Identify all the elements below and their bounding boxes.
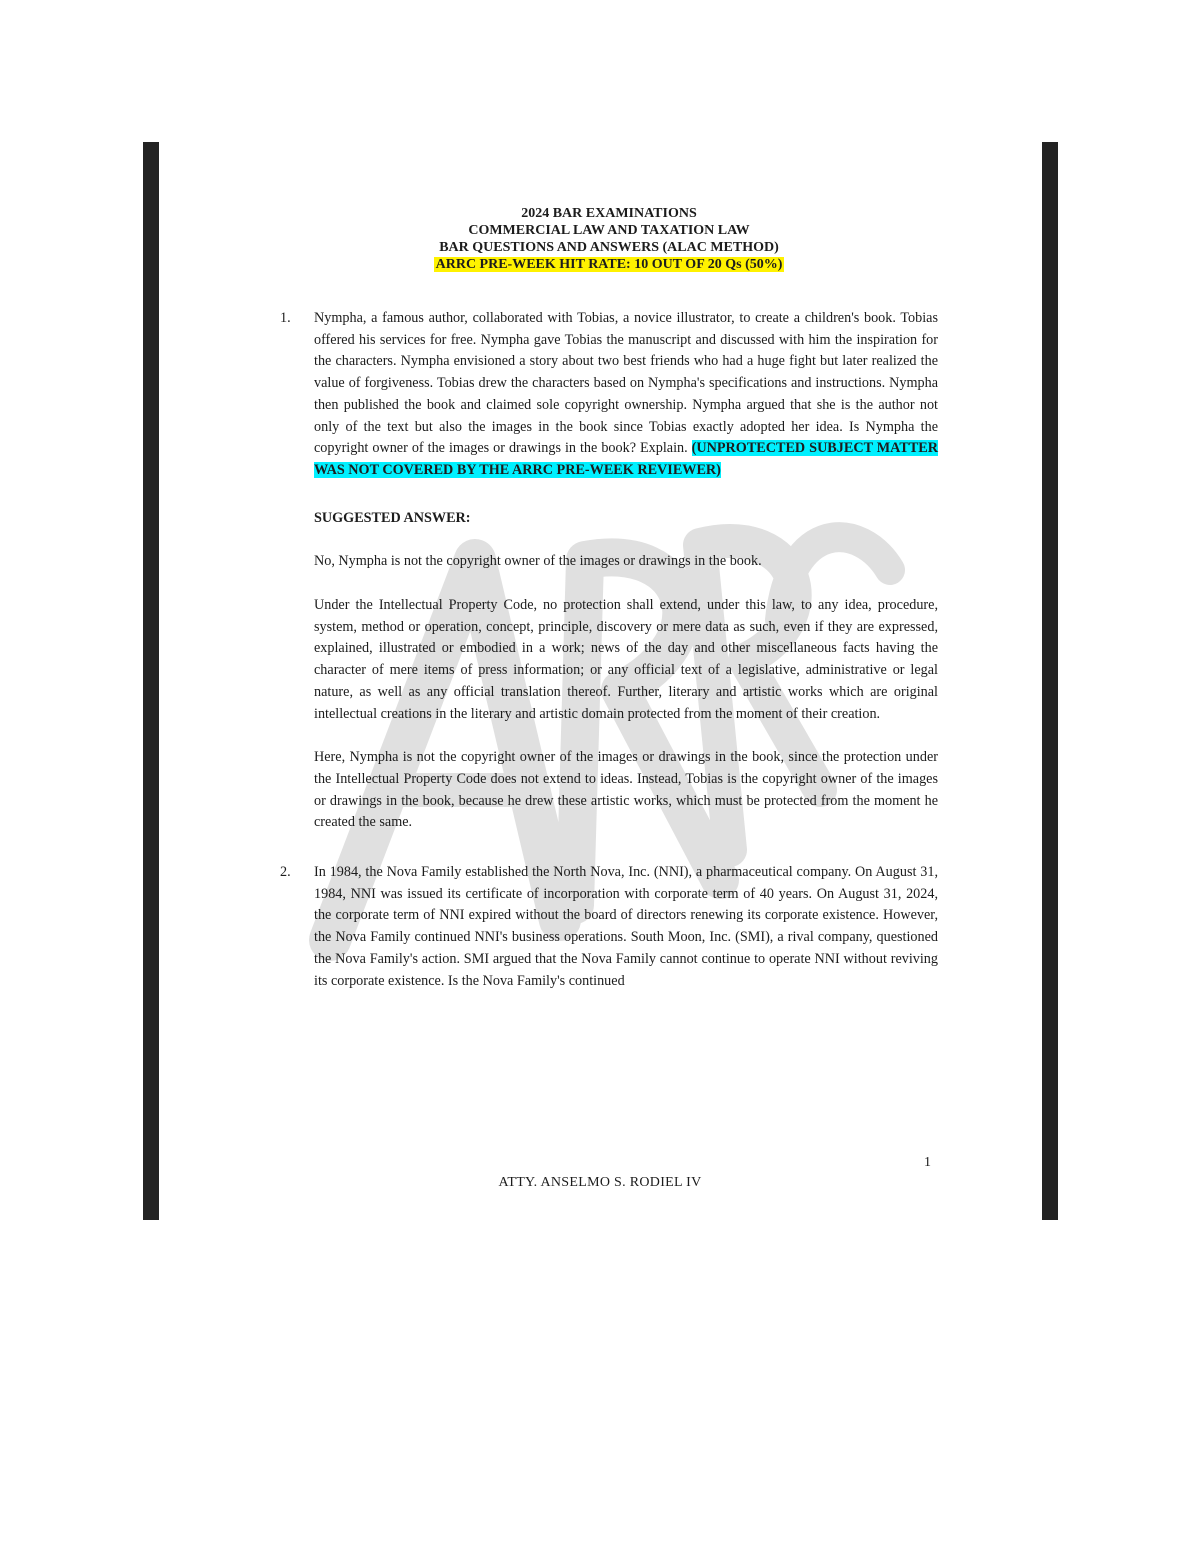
left-border-bar [143,142,159,1220]
answer-paragraph-2: Under the Intellectual Property Code, no protection shall extend, under this law, to any idea, procedure, system, method or operation, concept, principle, discovery or mere data as such, even if they are expressed, explained, illustrated or embodied in a work; news of the day and other miscellaneous facts having the character of mere items of press information; or any official text of a legislative, administrative or legal nature, as well as any official translation thereof. Further, literary and artistic works which are original intellectual creations in the literary and artistic domain protected from the moment of their creation. [314,597,938,722]
question-1 [280,308,938,482]
header-line-2: COMMERCIAL LAW AND TAXATION LAW [468,223,750,238]
question-1-text: Nympha, a famous author, collaborated with Tobias, a novice illustrator, to create a children's book. Tobias offered his services for free. Nympha gave Tobias the manuscript and discussed with him the inspiration for the characters. Nympha envisioned a story about two best friends who had a huge fight but later realized the value of forgiveness. Tobias drew the characters based on Nympha's specifications and instructions. Nympha then published the book and claimed sole copyright ownership. Nympha argued that she is the author not only of the text but also the images in the book since Tobias exactly adopted her idea. Is Nympha the copyright owner of the images or drawings in the book? Explain. [314,310,938,457]
question-1-note: (UNPROTECTED SUBJECT MATTER WAS NOT COVERED BY THE ARRC PRE-WEEK REVIEWER) [314,440,938,478]
question-2 [280,862,938,992]
question-1-number: 1. [280,310,291,326]
document-page [280,205,938,992]
header-line-1: 2024 BAR EXAMINATIONS [521,206,697,221]
page-number: 1 [924,1155,931,1170]
question-2-number: 2. [280,864,291,881]
suggested-answer-label: SUGGESTED ANSWER: [314,509,471,526]
hit-rate-highlight: ARRC PRE-WEEK HIT RATE: 10 OUT OF 20 Qs (50%) [435,257,783,272]
document-header [280,205,938,273]
question-2-text: In 1984, the Nova Family established the North Nova, Inc. (NNI), a pharmaceutical company. On August 31, 1984, NNI was issued its certificate of incorporation with corporate term of 40 years. On August 31, 2024, the corporate term of NNI expired without the board of directors renewing its corporate existence. However, the Nova Family continued NNI's business operations. South Moon, Inc. (SMI), a rival company, questioned the Nova Family's action. SMI argued that the Nova Family cannot continue to operate NNI without reviving its corporate existence. Is the Nova Family's continued [314,864,938,989]
footer-author: ATTY. ANSELMO S. RODIEL IV [498,1175,702,1190]
answer-paragraph-3: Here, Nympha is not the copyright owner of the images or drawings in the book, since the protection under the Intellectual Property Code does not extend to ideas. Instead, Tobias is the copyright owner of the images or drawings in the book, because he drew these artistic works, which must be protected from the moment he created the same. [314,749,938,831]
right-border-bar [1042,142,1058,1220]
answer-paragraph-1: No, Nympha is not the copyright owner of the images or drawings in the book. [314,553,762,570]
header-line-3: BAR QUESTIONS AND ANSWERS (ALAC METHOD) [439,240,779,255]
